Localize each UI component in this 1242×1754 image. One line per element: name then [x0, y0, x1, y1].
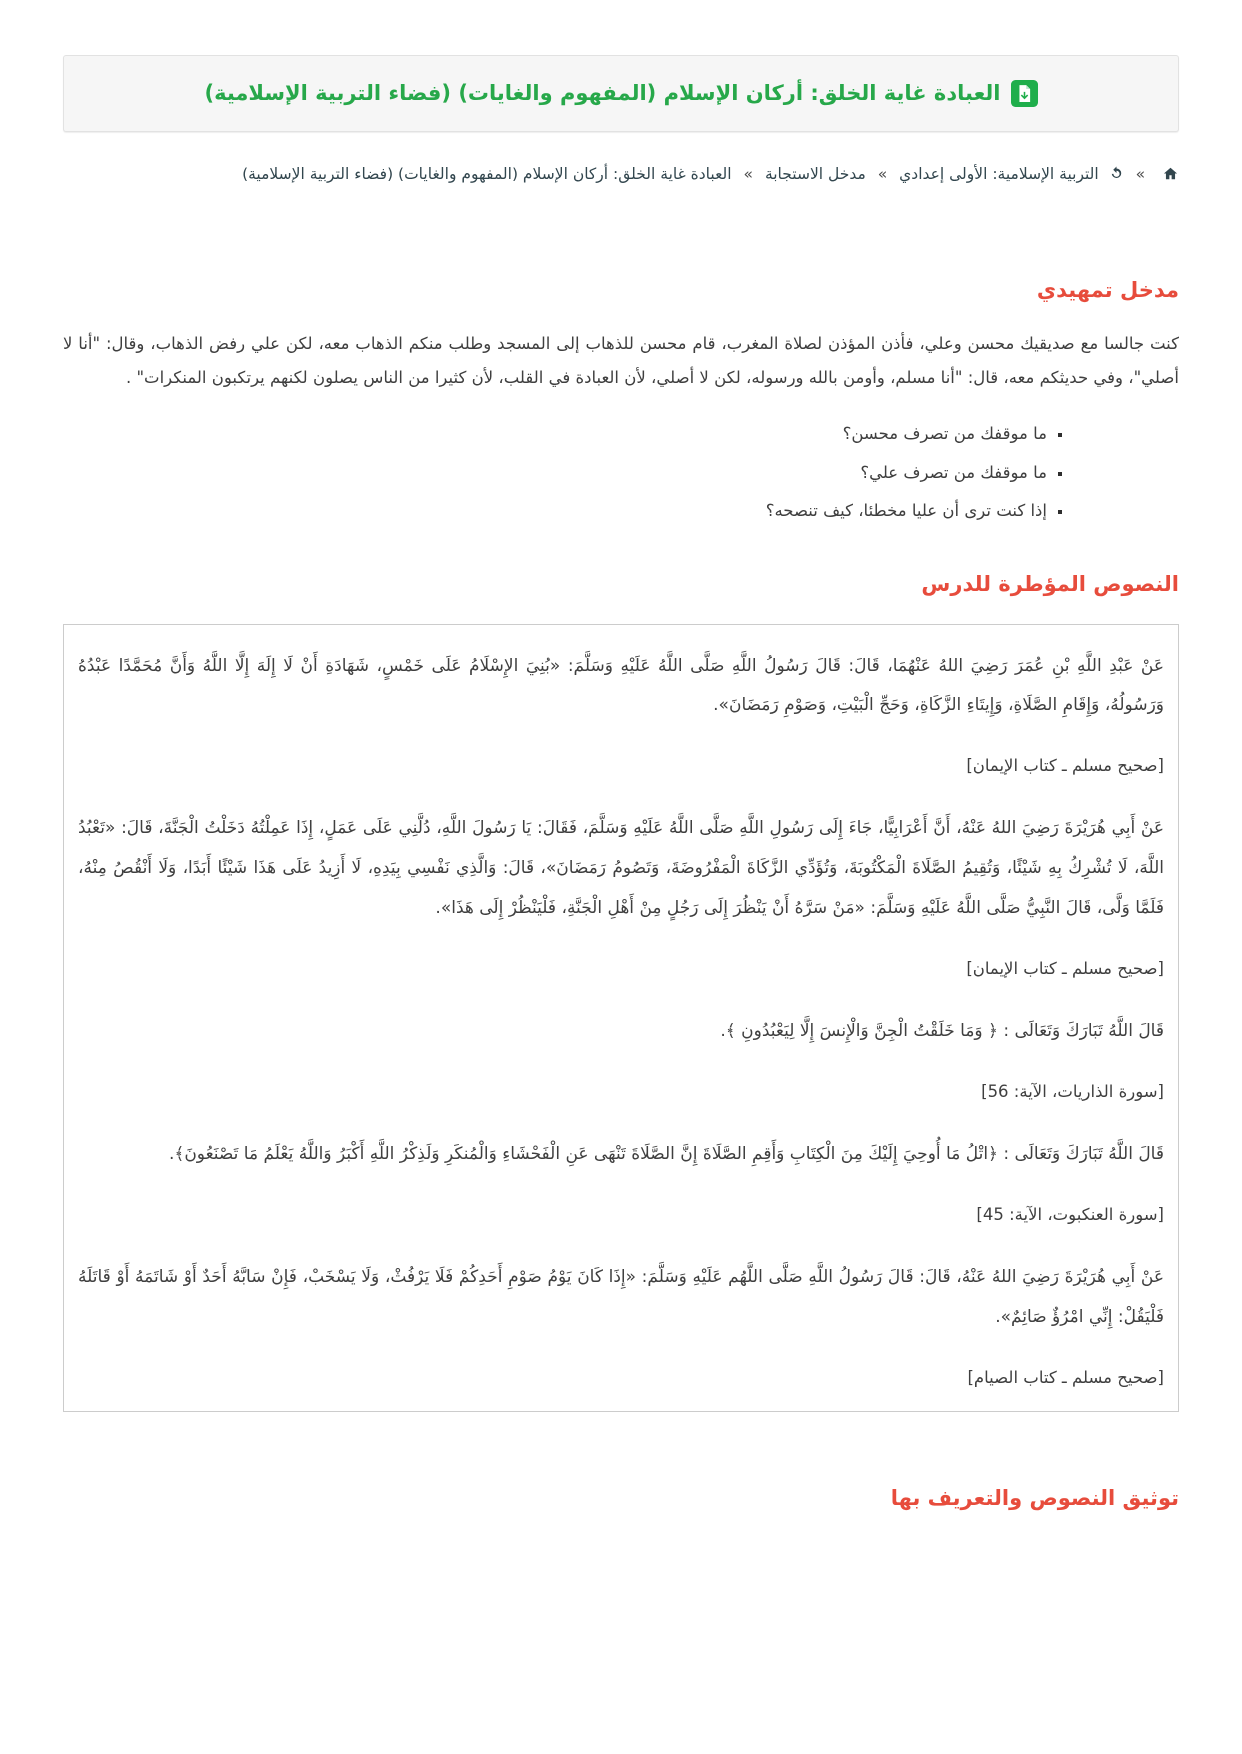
breadcrumb-separator: »	[743, 165, 753, 184]
breadcrumb-item-subject[interactable]	[894, 165, 1123, 183]
section-intro	[63, 276, 1179, 526]
pdf-download-link[interactable]	[1011, 80, 1038, 107]
breadcrumb-separator: »	[1135, 165, 1146, 184]
hadith-text-2: عَنْ أَبِي هُرَيْرَةَ رَضِيَ اللهُ عَنْهُ، أَنَّ أَعْرَابِيًّا، جَاءَ إِلَى رَسُولِ اللَّهِ صَلَّى اللَّهُ عَلَيْهِ وَسَلَّمَ، فَقَالَ: يَا رَسُولَ اللَّهِ، دُلَّنِي عَلَى عَمَلٍ، إِذَا عَمِلْتُهُ دَخَلْتُ الْجَنَّةَ، قَالَ: «تَعْبُدُ اللَّهَ، لَا تُشْرِكُ بِهِ شَيْئًا، وَتُقِيمُ الصَّلَاةَ الْمَكْتُوبَةَ، وَتُؤَدِّي الزَّكَاةَ الْمَفْرُوضَةَ، وَتَصُومُ رَمَضَانَ»، قَالَ: وَالَّذِي نَفْسِي بِيَدِهِ، لَا أَزِيدُ عَلَى هَذَا شَيْئًا أَبَدًا، وَلَا أَنْقُصُ مِنْهُ، فَلَمَّا وَلَّى، قَالَ النَّبِيُّ صَلَّى اللَّهُ عَلَيْهِ وَسَلَّمَ: «مَنْ سَرَّهُ أَنْ يَنْظُرَ إِلَى رَجُلٍ مِنْ أَهْلِ الْجَنَّةِ، فَلْيَنْظُرْ إِلَى هَذَا».	[78, 818, 1164, 919]
hadith-source-2: [صحيح مسلم ـ كتاب الإيمان]	[966, 959, 1164, 979]
questions-list	[63, 419, 1179, 526]
quran-source-2: [سورة العنكبوت، الآية: 45]	[976, 1205, 1164, 1225]
hadith-source-1: [صحيح مسلم ـ كتاب الإيمان]	[966, 756, 1164, 776]
breadcrumb-separator: »	[877, 165, 888, 184]
intro-paragraph: كنت جالسا مع صديقيك محسن وعلي، فأذن المؤذن لصلاة المغرب، قام محسن للذهاب إلى المسجد وطلب منكم الذهاب معه، لكن علي رفض الذهاب، وقال: "أنا لا أصلي"، وفي حديثكم معه، قال: "أنا مسلم، وأومن بالله ورسوله، لكن لا أصلي، لأن العبادة في القلب، لأن كثيرا من الناس يصلون لكنهم يرتكبون المنكرات" .	[63, 334, 1179, 388]
breadcrumb-current-page: العبادة غاية الخلق: أركان الإسلام (المفهوم والغايات) (فضاء التربية الإسلامية)	[242, 165, 732, 184]
content-area	[63, 0, 1179, 1513]
quran-source-1: [سورة الذاريات، الآية: 56]	[981, 1082, 1164, 1102]
home-link[interactable]	[1152, 165, 1179, 183]
question-item-3: ▪ إذا كنت ترى أن عليا مخطئا، كيف تنصحه؟	[63, 496, 1047, 526]
breadcrumb-item-unit[interactable]: مدخل الاستجابة	[764, 165, 866, 184]
quran-verse-2: قَالَ اللَّهُ تَبَارَكَ وَتَعَالَى : ﴿اتْلُ مَا أُوحِيَ إِلَيْكَ مِنَ الْكِتَابِ وَأَقِمِ الصَّلَاةَ إِنَّ الصَّلَاةَ تَنْهَى عَنِ الْفَحْشَاءِ وَالْمُنكَرِ وَلَذِكْرُ اللَّهِ أَكْبَرُ وَاللَّهُ يَعْلَمُ مَا تَصْنَعُونَ﴾.	[168, 1144, 1164, 1165]
quran-verse-1: قَالَ اللَّهُ تَبَارَكَ وَتَعَالَى : ﴿ وَمَا خَلَقْتُ الْجِنَّ وَالْإِنسَ إِلَّا لِيَعْبُدُونِ ﴾.	[720, 1021, 1164, 1042]
intro-heading: مدخل تمهيدي	[1036, 277, 1179, 302]
question-item-2: ▪ ما موقفك من تصرف علي؟	[63, 458, 1047, 488]
hadith-text-1: عَنْ عَبْدِ اللَّهِ بْنِ عُمَرَ رَضِيَ اللهُ عَنْهُمَا، قَالَ: قَالَ رَسُولُ اللَّهِ صَلَّى اللَّهُ عَلَيْهِ وَسَلَّمَ: «بُنِيَ الإِسْلَامُ عَلَى خَمْسٍ، شَهَادَةِ أَنْ لَا إِلَهَ إِلَّا اللَّهُ وَأَنَّ مُحَمَّدًا عَبْدُهُ وَرَسُولُهُ، وَإِقَامِ الصَّلَاةِ، وَإِيتَاءِ الزَّكَاةِ، وَحَجِّ الْبَيْتِ، وَصَوْمِ رَمَضَانَ».	[78, 655, 1164, 716]
question-item-1: ▪ ما موقفك من تصرف محسن؟	[63, 419, 1047, 449]
hadith-source-3: [صحيح مسلم ـ كتاب الصيام]	[967, 1367, 1164, 1387]
refresh-icon	[1109, 166, 1124, 181]
breadcrumb	[63, 158, 1179, 191]
section-framing-texts	[63, 570, 1179, 1412]
doc-heading: توثيق النصوص والتعريف بها	[890, 1485, 1179, 1510]
page-title-text: العبادة غاية الخلق: أركان الإسلام (المفهوم والغايات) (فضاء التربية الإسلامية)	[204, 81, 1001, 105]
texts-heading: النصوص المؤطرة للدرس	[921, 572, 1179, 597]
home-icon	[1162, 166, 1179, 181]
breadcrumb-item-subject-label: التربية الإسلامية: الأولى إعدادي	[899, 165, 1099, 184]
page-title	[82, 79, 1160, 108]
pdf-icon	[1011, 80, 1038, 107]
texts-box	[63, 624, 1179, 1412]
page-header-card	[63, 55, 1179, 132]
hadith-text-3: عَنْ أَبِي هُرَيْرَةَ رَضِيَ اللهُ عَنْهُ، قَالَ: قَالَ رَسُولُ اللَّهِ صَلَّى اللَّهُم عَلَيْهِ وَسَلَّمَ: «إِذَا كَانَ يَوْمُ صَوْمِ أَحَدِكُمْ فَلَا يَرْفُثْ، وَلَا يَسْخَبْ، فَإِنْ سَابَّهُ أَحَدٌ أَوْ شَاتَمَهُ أَوْ قَاتَلَهُ فَلْيَقُلْ: إِنِّي امْرُؤٌ صَائِمٌ».	[78, 1267, 1164, 1328]
